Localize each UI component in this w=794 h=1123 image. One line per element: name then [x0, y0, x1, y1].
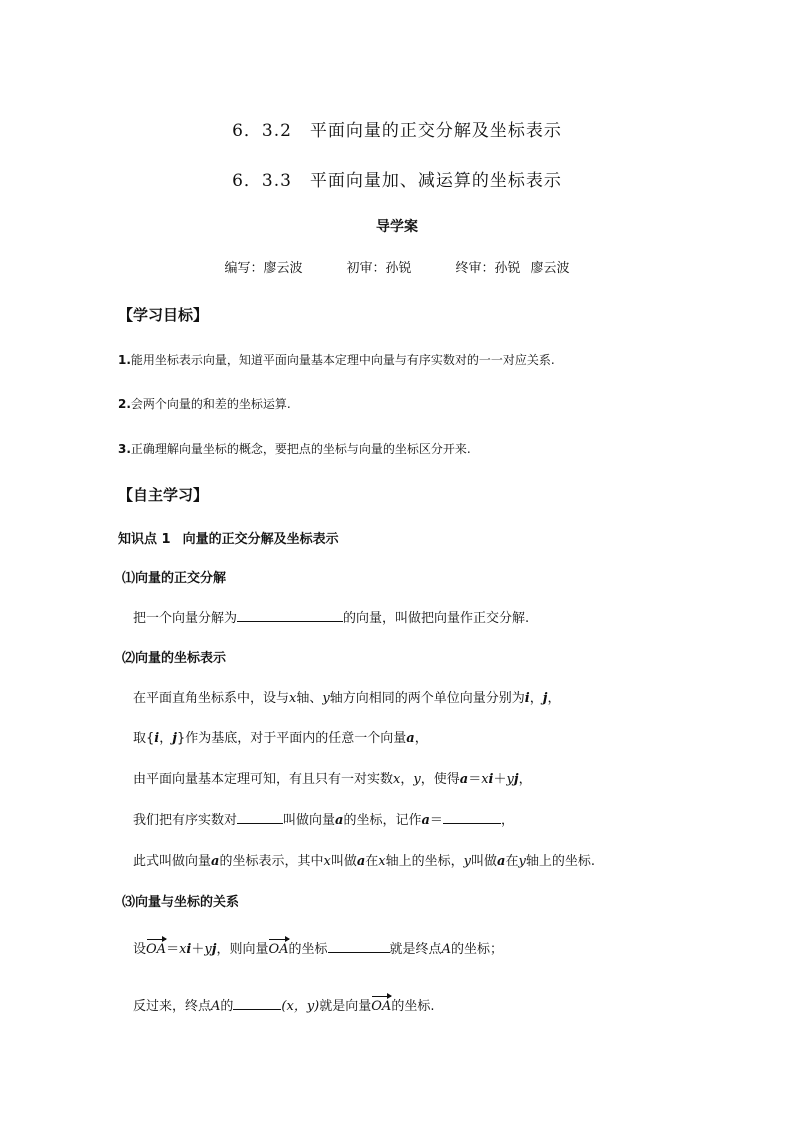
goals-heading: 【学习目标】 [118, 306, 209, 324]
final-review-2: 廖云波 [530, 261, 570, 276]
first-review: 初审：孙锐 [346, 261, 412, 276]
section-2-paragraph-5: 此式叫做向量a的坐标表示，其中x叫做a在x轴上的坐标，y叫做a在y轴上的坐标. [133, 854, 595, 869]
editor: 编写：廖云波 [224, 261, 303, 276]
vector-oa: OA [371, 999, 392, 1014]
subtitle: 导学案 [376, 219, 418, 235]
section-2-paragraph-3: 由平面向量基本定理可知，有且只有一对实数x，y，使得a＝xi＋yj， [133, 772, 532, 787]
goal-item: 1.能用坐标表示向量，知道平面向量基本定理中向量与有序实数对的一一对应关系. [118, 353, 555, 367]
section-3-paragraph-1: 设OA＝xi＋yj，则向量OA的坐标 就是终点A的坐标； [133, 942, 503, 957]
section-1-title: ⑴向量的正交分解 [122, 571, 227, 586]
section-1-paragraph: 把一个向量分解为 的向量，叫做把向量作正交分解. [133, 611, 530, 626]
kp1-title: 向量的正交分解及坐标表示 [182, 532, 339, 547]
kp1-label: 知识点 1 [118, 532, 171, 547]
knowledge-point-1 [118, 528, 339, 547]
final-review: 终审：孙锐 [455, 261, 521, 276]
fill-blank[interactable] [237, 811, 283, 824]
title-line-1: 6．3.2 平面向量的正交分解及坐标表示 [232, 121, 562, 141]
fill-blank[interactable] [328, 940, 390, 953]
fill-blank[interactable] [237, 609, 343, 622]
title-line-2: 6．3.3 平面向量加、减运算的坐标表示 [232, 171, 562, 191]
self-study-heading: 【自主学习】 [118, 486, 209, 504]
author-line [0, 257, 794, 276]
section-2-paragraph-2: 取{i，j}作为基底，对于平面内的任意一个向量a， [133, 731, 428, 746]
section-2-paragraph-4: 我们把有序实数对 叫做向量a的坐标，记作a＝ ， [133, 813, 514, 828]
section-2-paragraph-1: 在平面直角坐标系中，设与x轴、y轴方向相同的两个单位向量分别为i，j， [133, 691, 561, 706]
goal-item: 3.正确理解向量坐标的概念，要把点的坐标与向量的坐标区分开来. [118, 442, 471, 456]
section-2-title: ⑵向量的坐标表示 [122, 651, 227, 666]
fill-blank[interactable] [443, 811, 501, 824]
section-3-title: ⑶向量与坐标的关系 [122, 895, 240, 910]
goal-item: 2.会两个向量的和差的坐标运算. [118, 397, 291, 411]
vector-oa: OA [268, 942, 289, 957]
fill-blank[interactable] [233, 997, 281, 1010]
section-3-paragraph-2: 反过来，终点A的 (x，y)就是向量OA的坐标. [133, 999, 435, 1014]
vector-oa: OA [146, 942, 167, 957]
